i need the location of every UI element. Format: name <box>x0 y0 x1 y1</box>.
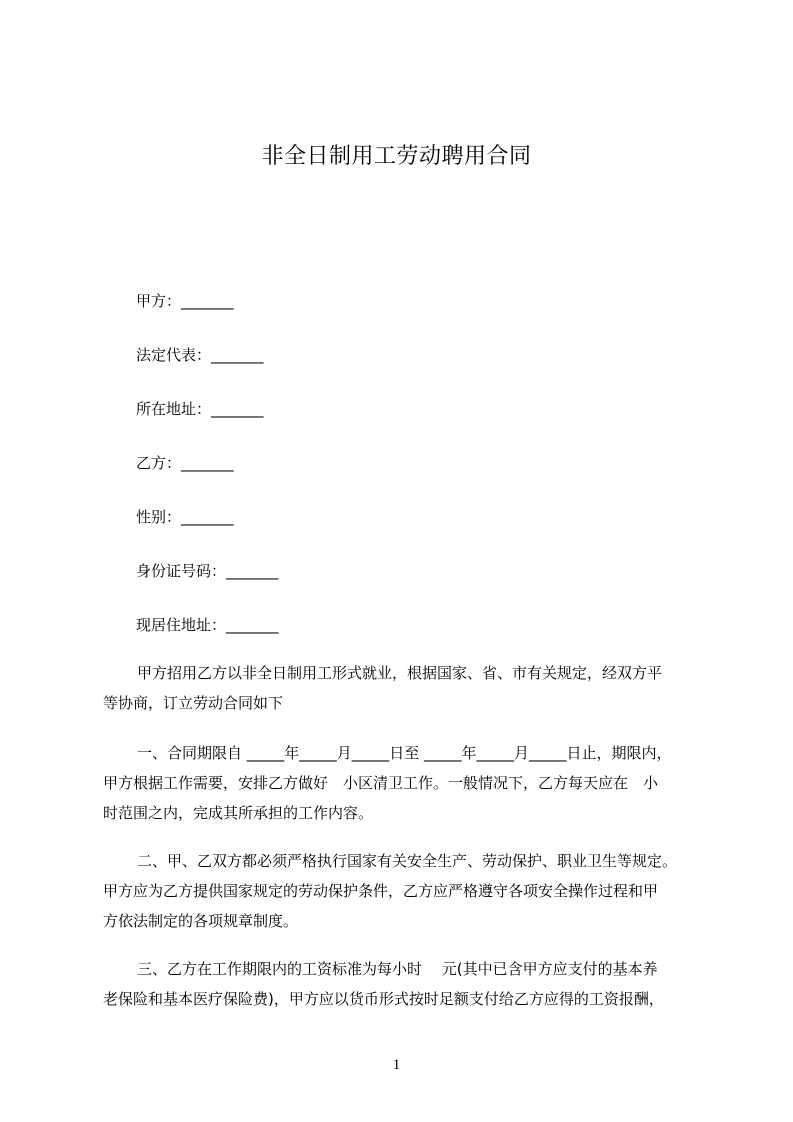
paragraph-line: 二、甲、乙双方都必须严格执行国家有关安全生产、劳动保护、职业卫生等规定。 <box>137 852 678 870</box>
clause-1-paragraph <box>103 738 703 828</box>
paragraph-line: 等协商，订立劳动合同如下 <box>103 694 284 712</box>
legal-representative-field: 法定代表：_______ <box>136 346 264 364</box>
paragraph-line: 三、乙方在工作期限内的工资标准为每小时 元(其中已含甲方应支付的基本养 <box>137 960 658 978</box>
party-a-field: 甲方：_______ <box>136 292 234 310</box>
gender-field: 性别：_______ <box>136 508 234 526</box>
paragraph-line: 老保险和基本医疗保险费)，甲方应以货币形式按时足额支付给乙方应得的工资报酬， <box>103 990 664 1008</box>
paragraph-line: 一、合同期限自 _____年_____月_____日至 _____年_____月_____日止，期限内， <box>137 744 672 762</box>
paragraph-line: 甲方根据工作需要，安排乙方做好 小区清卫工作。一般情况下，乙方每天应在 小 <box>103 774 659 792</box>
page-number: 1 <box>392 1057 401 1073</box>
paragraph-line: 方依法制定的各项规章制度。 <box>103 912 299 930</box>
id-number-field: 身份证号码：_______ <box>136 562 279 580</box>
party-b-field: 乙方：_______ <box>136 454 234 472</box>
address-field: 所在地址：_______ <box>136 400 264 418</box>
paragraph-line: 时范围之内，完成其所承担的工作内容。 <box>103 804 374 822</box>
current-address-field: 现居住地址：_______ <box>136 616 279 634</box>
clause-2-paragraph <box>103 846 703 936</box>
document-title: 非全日制用工劳动聘用合同 <box>261 144 532 169</box>
intro-paragraph <box>103 658 703 718</box>
paragraph-line: 甲方应为乙方提供国家规定的劳动保护条件，乙方应严格遵守各项安全操作过程和甲 <box>103 882 659 900</box>
paragraph-line: 甲方招用乙方以非全日制用工形式就业，根据国家、省、市有关规定，经双方平 <box>137 664 663 682</box>
clause-3-paragraph <box>103 954 703 1014</box>
